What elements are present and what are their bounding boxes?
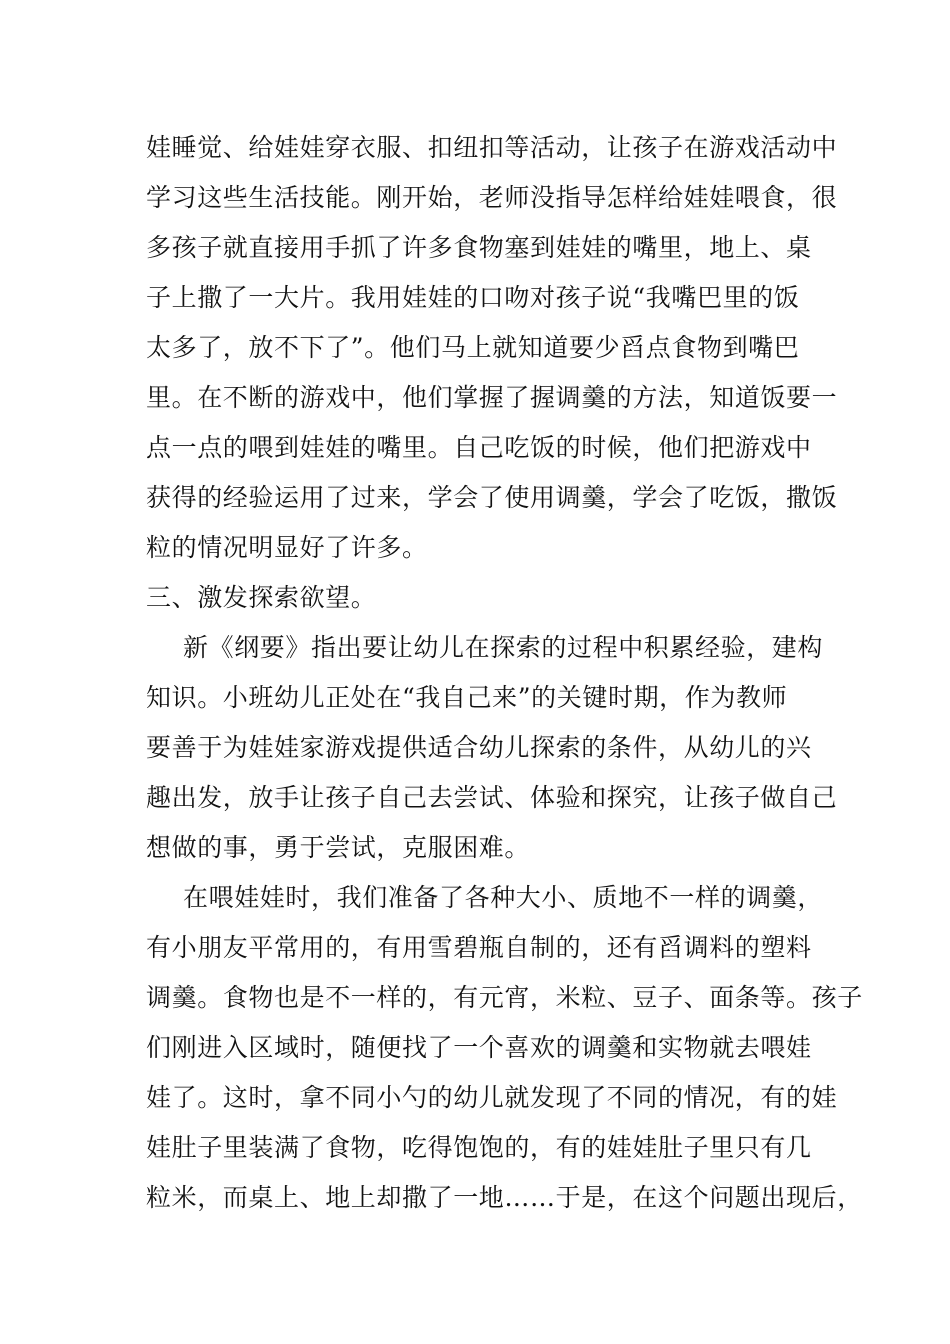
text-line-2: 学习这些生活技能。刚开始，老师没指导怎样给娃娃喂食，很	[146, 183, 838, 212]
text-line-6: 里。在不断的游戏中，他们掌握了握调羹的方法，知道饭要一	[146, 383, 838, 412]
text-line-7: 点一点的喂到娃娃的嘴里。自己吃饭的时候，他们把游戏中	[146, 433, 812, 462]
text-line-13: 要善于为娃娃家游戏提供适合幼儿探索的条件，从幼儿的兴	[146, 733, 812, 762]
text-line-12: 知识。小班幼儿正处在“我自己来”的关键时期，作为教师	[146, 683, 788, 712]
text-line-19: 们刚进入区域时，随便找了一个喜欢的调羹和实物就去喂娃	[146, 1033, 812, 1062]
text-line-22: 粒米，而桌上、地上却撒了一地……于是，在这个问题出现后，	[146, 1183, 863, 1212]
text-line-4: 子上撒了一大片。我用娃娃的口吻对孩子说“我嘴巴里的饭	[146, 283, 800, 312]
text-line-21: 娃肚子里装满了食物，吃得饱饱的，有的娃娃肚子里只有几	[146, 1133, 812, 1162]
text-line-15: 想做的事，勇于尝试，克服困难。	[146, 833, 531, 862]
text-line-16: 在喂娃娃时，我们准备了各种大小、质地不一样的调羹，	[183, 883, 824, 912]
text-line-20: 娃了。这时，拿不同小勺的幼儿就发现了不同的情况，有的娃	[146, 1083, 838, 1112]
text-line-18: 调羹。食物也是不一样的，有元宵，米粒、豆子、面条等。孩子	[146, 983, 863, 1012]
text-line-9: 粒的情况明显好了许多。	[146, 533, 428, 562]
text-line-11: 新《纲要》指出要让幼儿在探索的过程中积累经验，建构	[183, 633, 824, 662]
text-line-8: 获得的经验运用了过来，学会了使用调羹，学会了吃饭，撒饭	[146, 483, 838, 512]
text-line-3: 多孩子就直接用手抓了许多食物塞到娃娃的嘴里，地上、桌	[146, 233, 812, 262]
text-line-1: 娃睡觉、给娃娃穿衣服、扣纽扣等活动，让孩子在游戏活动中	[146, 133, 838, 162]
text-line-5: 太多了，放不下了”。他们马上就知道要少舀点食物到嘴巴	[146, 333, 800, 362]
text-line-14: 趣出发，放手让孩子自己去尝试、体验和探究，让孩子做自己	[146, 783, 838, 812]
text-line-17: 有小朋友平常用的，有用雪碧瓶自制的，还有舀调料的塑料	[146, 933, 812, 962]
section-heading: 三、激发探索欲望。	[146, 583, 377, 612]
